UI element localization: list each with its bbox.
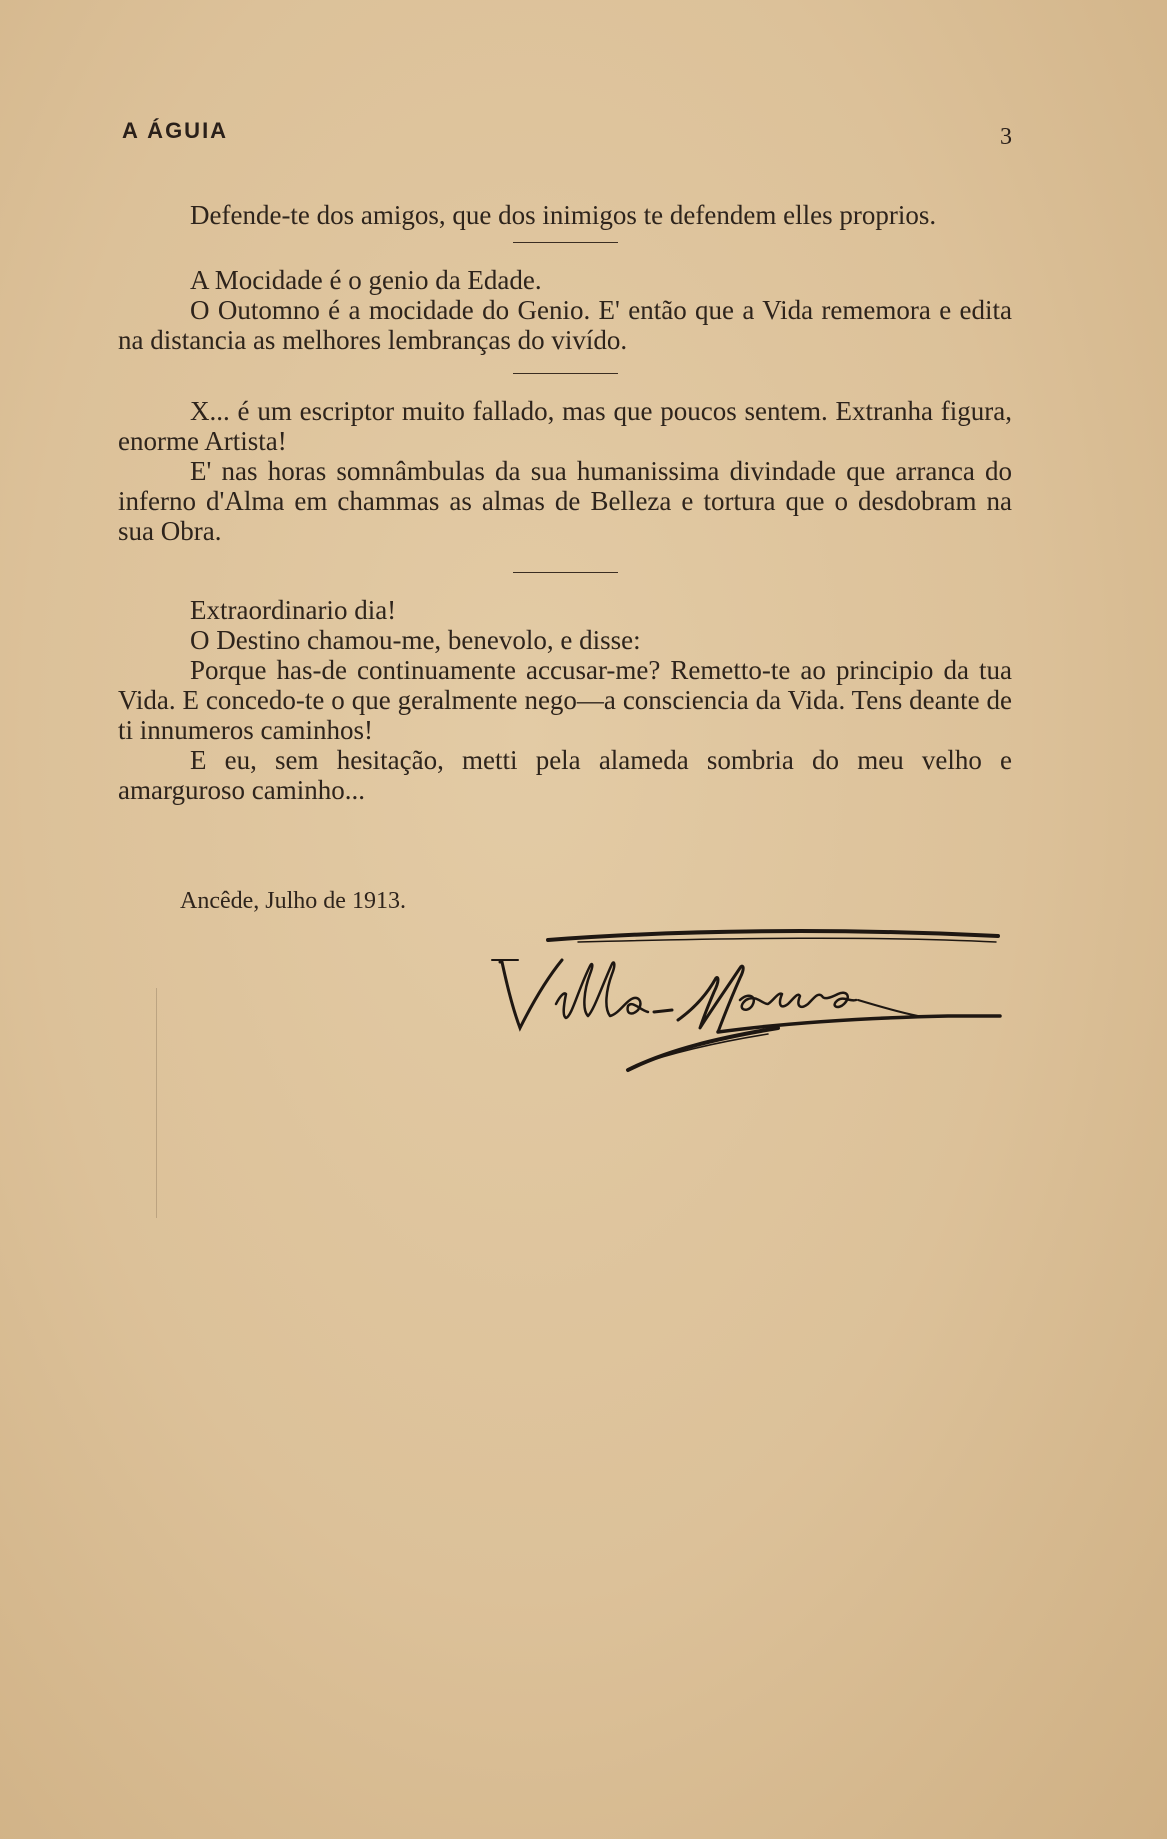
body-text (118, 200, 1012, 805)
dateline: Ancêde, Julho de 1913. (180, 888, 406, 914)
running-head (122, 118, 1012, 148)
margin-mark (156, 988, 157, 1218)
aphorism-writer-line-1: X... é um escriptor muito fallado, mas que poucos sentem. Extranha figura, enorme Artista! (118, 396, 1012, 456)
aphorism-day-line-3: Porque has-de continuamente accusar-me? Remetto-te ao principio da tua Vida. E concedo-te o que geralmente nego—a consciencia da Vida. Tens deante de ti innumeros caminhos! (118, 655, 1012, 745)
aphorism-friends: Defende-te dos amigos, que dos inimigos te defendem elles proprios. (190, 200, 937, 230)
page-number: 3 (1000, 124, 1012, 150)
aphorism-youth-line-1: A Mocidade é o genio da Edade. (190, 265, 542, 295)
aphorism-youth-line-2: O Outomno é a mocidade do Genio. E' então que a Vida rememora e edita na distancia as melhores lembranças do vivído. (118, 295, 1012, 355)
separator-rule (513, 373, 618, 374)
separator-rule (513, 242, 618, 243)
journal-title: A ÁGUIA (122, 118, 229, 143)
signature-image (478, 920, 1008, 1080)
aphorism-day-line-2: O Destino chamou-me, benevolo, e disse: (190, 625, 641, 655)
separator-rule (513, 572, 618, 573)
aphorism-writer-line-2: E' nas horas somnâmbulas da sua humanissima divindade que arranca do inferno d'Alma em chammas as almas de Belleza e tortura que o desdobram na sua Obra. (118, 456, 1012, 546)
aphorism-day-line-1: Extraordinario dia! (190, 595, 397, 625)
aphorism-day-line-4: E eu, sem hesitação, metti pela alameda sombria do meu velho e amarguroso caminho... (118, 745, 1012, 805)
